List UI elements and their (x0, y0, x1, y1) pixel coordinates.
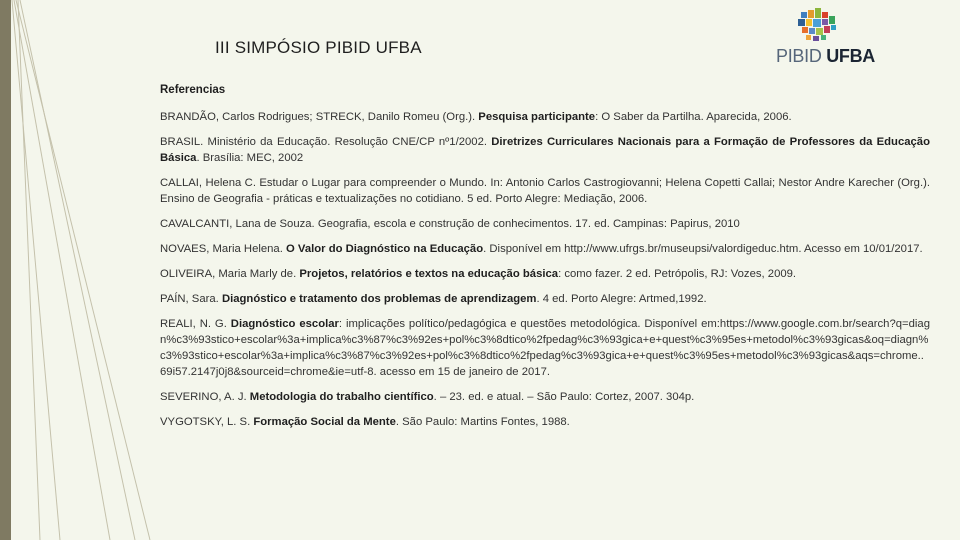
logo-text-ufba: UFBA (826, 46, 876, 66)
reference-item: VYGOTSKY, L. S. Formação Social da Mente. São Paulo: Martins Fontes, 1988. (160, 416, 570, 428)
references-section (160, 82, 930, 439)
reference-item: SEVERINO, A. J. Metodologia do trabalho científico. – 23. ed. e atual. – São Paulo: Cortez, 2007. 304p. (160, 391, 695, 403)
logo-text (776, 46, 875, 67)
reference-item: BRASIL. Ministério da Educação. Resolução CNE/CP nº1/2002. Diretrizes Curriculares Nacionais para a Formação de Professores da Educação Básica. Brasília: MEC, 2002 (160, 136, 930, 164)
logo-text-pibid: PIBID (776, 46, 822, 66)
reference-item: REALI, N. G. Diagnóstico escolar: implicações político/pedagógica e questões metodológica. Disponível em:https://www.google.com.br/search?q=diagn%c3%93stico+escolar%3a+implica%c3%87%c3%92es+pol%c3%8dtico%2fpedag%c3%93gica+e+quest%c3%95es+metodol%c3%93gicas&oq=diagn%c3%93stico+escolar%3a+implica%c3%87%c3%92es+pol%c3%8dtico%2fpedag%c3%93gica+e+quest%c3%95es+metodol%c3%93gicas&aqs=chrome..69i57.2147j0j8&sourceid=chrome&ie=utf-8. acesso em 15 de janeiro de 2017. (160, 318, 930, 378)
decorative-lines (0, 0, 160, 540)
page-title: III SIMPÓSIO PIBID UFBA (215, 38, 422, 57)
left-accent-bar (0, 0, 11, 540)
references-heading: Referencias (160, 84, 226, 96)
reference-item: BRANDÃO, Carlos Rodrigues; STRECK, Danilo Romeu (Org.). Pesquisa participante: O Saber da Partilha. Aparecida, 2006. (160, 111, 792, 123)
reference-item: PAÍN, Sara. Diagnóstico e tratamento dos problemas de aprendizagem. 4 ed. Porto Alegre: Artmed,1992. (160, 293, 707, 305)
reference-item: CALLAI, Helena C. Estudar o Lugar para compreender o Mundo. In: Antonio Carlos Castrogiovanni; Helena Copetti Callai; Nestor Andre Karecher (Org.). Ensino de Geografia - práticas e textualizações no cotidiano. 5 ed. Porto Alegre: Mediação, 2006. (160, 177, 930, 205)
reference-item: NOVAES, Maria Helena. O Valor do Diagnóstico na Educação. Disponível em http://www.ufrgs.br/museupsi/valordigeduc.htm. Acesso em 10/01/2017. (160, 243, 923, 255)
reference-item: CAVALCANTI, Lana de Souza. Geografia, escola e construção de conhecimentos. 17. ed. Campinas: Papirus, 2010 (160, 218, 740, 230)
reference-item: OLIVEIRA, Maria Marly de. Projetos, relatórios e textos na educação básica: como fazer. 2 ed. Petrópolis, RJ: Vozes, 2009. (160, 268, 797, 280)
